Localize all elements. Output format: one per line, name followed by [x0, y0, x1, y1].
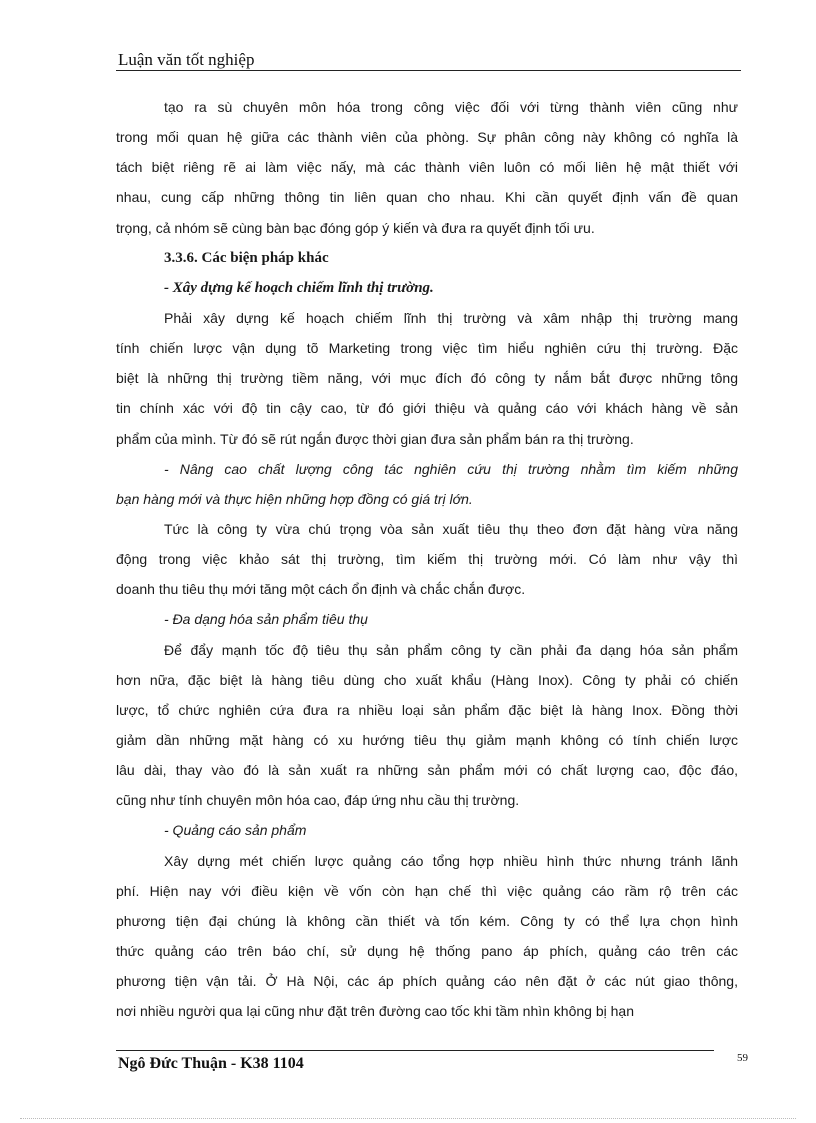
text-line: biệt là những thị trường tiềm năng, với mục đích đó công ty nắm bắt được những tông [116, 370, 738, 387]
page-number: 59 [737, 1052, 748, 1064]
footer-rule [116, 1050, 714, 1051]
text-line: Xây dựng mét chiến lược quảng cáo tổng hợp nhiều hình thức nhưng tránh lãnh [164, 852, 738, 869]
text-line: trong mối quan hệ giữa các thành viên của phòng. Sự phân công này không có nghĩa là [116, 129, 738, 146]
text-line: Để đẩy mạnh tốc độ tiêu thụ sản phẩm công ty cần phải đa dạng hóa sản phẩm [164, 641, 738, 658]
text-line: lược, tổ chức nghiên cứa đưa ra nhiều loại sản phẩm đặc biệt là hàng Inox. Đồng thời [116, 701, 738, 718]
header-rule [116, 70, 741, 71]
header-title: Luận văn tốt nghiệp [118, 50, 255, 69]
text-line: nơi nhiều người qua lại cũng như đặt trên đường cao tốc khi tầm nhìn không bị hạn [116, 1003, 634, 1020]
text-line: tách biệt riêng rẽ ai làm việc nấy, mà các thành viên luôn có mối liên hệ mật thiết với [116, 159, 738, 176]
text-line: 3.3.6. Các biện pháp khác [164, 249, 329, 266]
text-line: - Quảng cáo sản phẩm [164, 822, 307, 839]
page-edge-divider [20, 1118, 796, 1119]
text-line: giảm dần những mặt hàng có xu hướng tiêu thụ giảm mạnh không có tính chiến lược [116, 731, 738, 748]
text-line: bạn hàng mới và thực hiện những hợp đồng có giá trị lớn. [116, 490, 473, 507]
text-line: hơn nữa, đặc biệt là hàng tiêu dùng cho xuất khẩu (Hàng Inox). Công ty phải có chiến [116, 671, 738, 688]
text-line: - Nâng cao chất lượng công tác nghiên cứu thị trường nhằm tìm kiếm những [164, 460, 738, 477]
text-line: tính chiến lược vận dụng tõ Marketing trong việc tìm hiểu nghiên cứu thị trường. Đặc [116, 340, 738, 357]
text-line: - Xây dựng kế hoạch chiếm lĩnh thị trường. [164, 279, 434, 296]
text-line: cũng như tính chuyên môn hóa cao, đáp ứng nhu cầu thị trường. [116, 792, 520, 809]
text-line: Phải xây dựng kế hoạch chiếm lĩnh thị trường và xâm nhập thị trường mang [164, 309, 738, 326]
text-line: thức quảng cáo trên báo chí, sử dụng hệ thống pano áp phích, quảng cáo trên các [116, 942, 738, 959]
text-line: nhau, cung cấp những thông tin liên quan cho nhau. Khi cần quyết định vấn đề quan [116, 189, 738, 206]
text-line: phí. Hiện nay với điều kiện về vốn còn hạn chế thì việc quảng cáo rầm rộ trên các [116, 882, 738, 899]
text-line: lâu dài, thay vào đó là sản xuất ra những sản phẩm mới có chất lượng cao, độc đáo, [116, 762, 738, 779]
text-line: phương tiện vận tải. Ở Hà Nội, các áp phích quảng cáo nên đặt ở các nút giao thông, [116, 973, 738, 990]
text-line: động trong việc khảo sát thị trường, tìm kiếm thị trường mới. Có làm như vậy thì [116, 551, 738, 568]
body-text [116, 92, 738, 1026]
text-line: phương tiện đại chúng là không cần thiết và tốn kém. Công ty có thể lựa chọn hình [116, 912, 738, 929]
text-line: Tức là công ty vừa chú trọng vòa sản xuất tiêu thụ theo đơn đặt hàng vừa năng [164, 520, 738, 537]
text-line: tin chính xác với độ tin cậy cao, từ đó giới thiệu và quảng cáo với khách hàng về sản [116, 400, 738, 417]
footer-author: Ngô Đức Thuận - K38 1104 [118, 1055, 304, 1072]
text-line: phẩm của mình. Từ đó sẽ rút ngắn được thời gian đưa sản phẩm bán ra thị trường. [116, 430, 634, 447]
text-line: doanh thu tiêu thụ mới tăng một cách ổn định và chắc chắn được. [116, 581, 526, 598]
text-line: trọng, cả nhóm sẽ cùng bàn bạc đóng góp ý kiến và đưa ra quyết định tối ưu. [116, 219, 595, 236]
text-line: tạo ra sù chuyên môn hóa trong công việc đối với từng thành viên cũng như [164, 99, 738, 115]
text-line: - Đa dạng hóa sản phẩm tiêu thụ [164, 611, 368, 628]
